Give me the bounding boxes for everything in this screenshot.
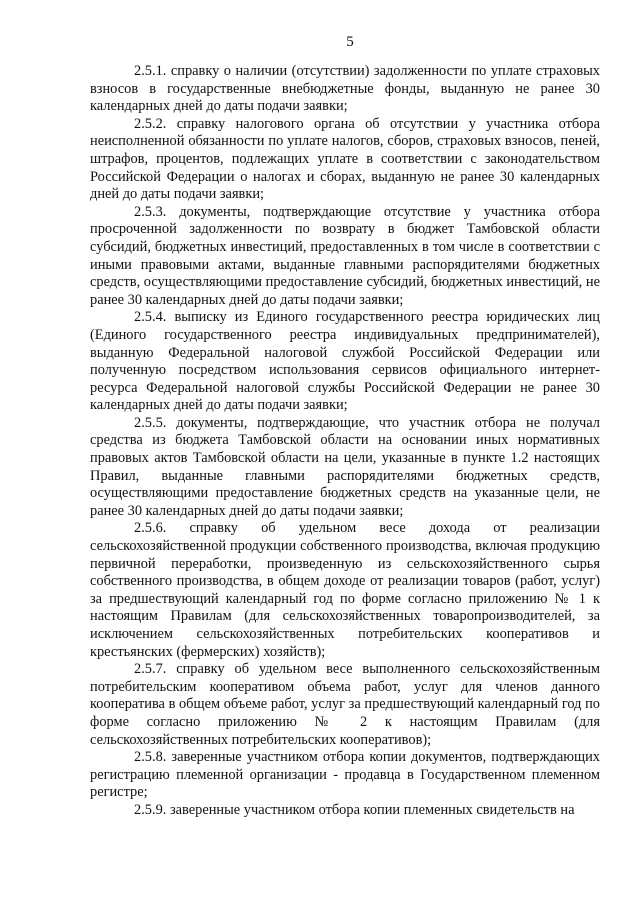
paragraph-2-5-6: 2.5.6. справку об удельном весе дохода от реализации сельскохозяйственной продукции собственного производства, включая продукцию первичной переработки, произведенную из сельскохозяйственного сырья собственного производства, в общем доходе от реализации товаров (работ, услуг) за предшествующий календарный год по форме согласно приложению № 1 к настоящим Правилам (для сельскохозяйственных товаропроизводителей, за исключением сельскохозяйственных потребительских кооперативов и крестьянских (фермерских) хозяйств); xyxy=(90,520,600,660)
paragraph-2-5-7: 2.5.7. справку об удельном весе выполненного сельскохозяйственным потребительским кооперативом объема работ, услуг для членов данного кооператива в общем объеме работ, услуг за предшествующий календарный год по форме согласно приложению № 2 к настоящим Правилам (для сельскохозяйственных потребительских кооперативов); xyxy=(90,661,600,748)
paragraph-2-5-5: 2.5.5. документы, подтверждающие, что участник отбора не получал средства из бюджета Тамбовской области на основании иных нормативных правовых актов Тамбовской области на цели, указанные в пункте 1.2 настоящих Правил, выданные главными распорядителями бюджетных средств, осуществляющими предоставление бюджетных средств на указанные цели, не ранее 30 календарных дней до даты подачи заявки; xyxy=(90,414,600,519)
paragraph-2-5-4: 2.5.4. выписку из Единого государственного реестра юридических лиц (Единого государственного реестра индивидуальных предпринимателей), выданную Федеральной налоговой службой Российской Федерации или полученную посредством использования сервисов официального интернет-ресурса Федеральной налоговой службы Российской Федерации не ранее 30 календарных дней до даты подачи заявки; xyxy=(90,309,600,414)
page-number: 5 xyxy=(346,34,354,50)
paragraph-2-5-2: 2.5.2. справку налогового органа об отсутствии у участника отбора неисполненной обязанности по уплате налогов, сборов, страховых взносов, пеней, штрафов, процентов, подлежащих уплате в соответствии с законодательством Российской Федерации о налогах и сборах, выданную не ранее 30 календарных дней до даты подачи заявки; xyxy=(90,115,600,203)
paragraph-2-5-3: 2.5.3. документы, подтверждающие отсутствие у участника отбора просроченной задолженности по возврату в бюджет Тамбовской области субсидий, бюджетных инвестиций, предоставленных в том числе в соответствии с иными правовыми актами, выданные главными распорядителями бюджетных средств, осуществляющими предоставление субсидий, бюджетных инвестиций, не ранее 30 календарных дней до даты подачи заявки; xyxy=(90,203,600,308)
paragraph-2-5-1: 2.5.1. справку о наличии (отсутствии) задолженности по уплате страховых взносов в государственные внебюджетные фонды, выданную не ранее 30 календарных дней до даты подачи заявки; xyxy=(90,63,600,115)
paragraph-2-5-8: 2.5.8. заверенные участником отбора копии документов, подтверждающих регистрацию племенной организации - продавца в Государственном племенном регистре; xyxy=(90,749,600,801)
paragraph-2-5-9: 2.5.9. заверенные участником отбора копии племенных свидетельств на xyxy=(134,801,575,818)
